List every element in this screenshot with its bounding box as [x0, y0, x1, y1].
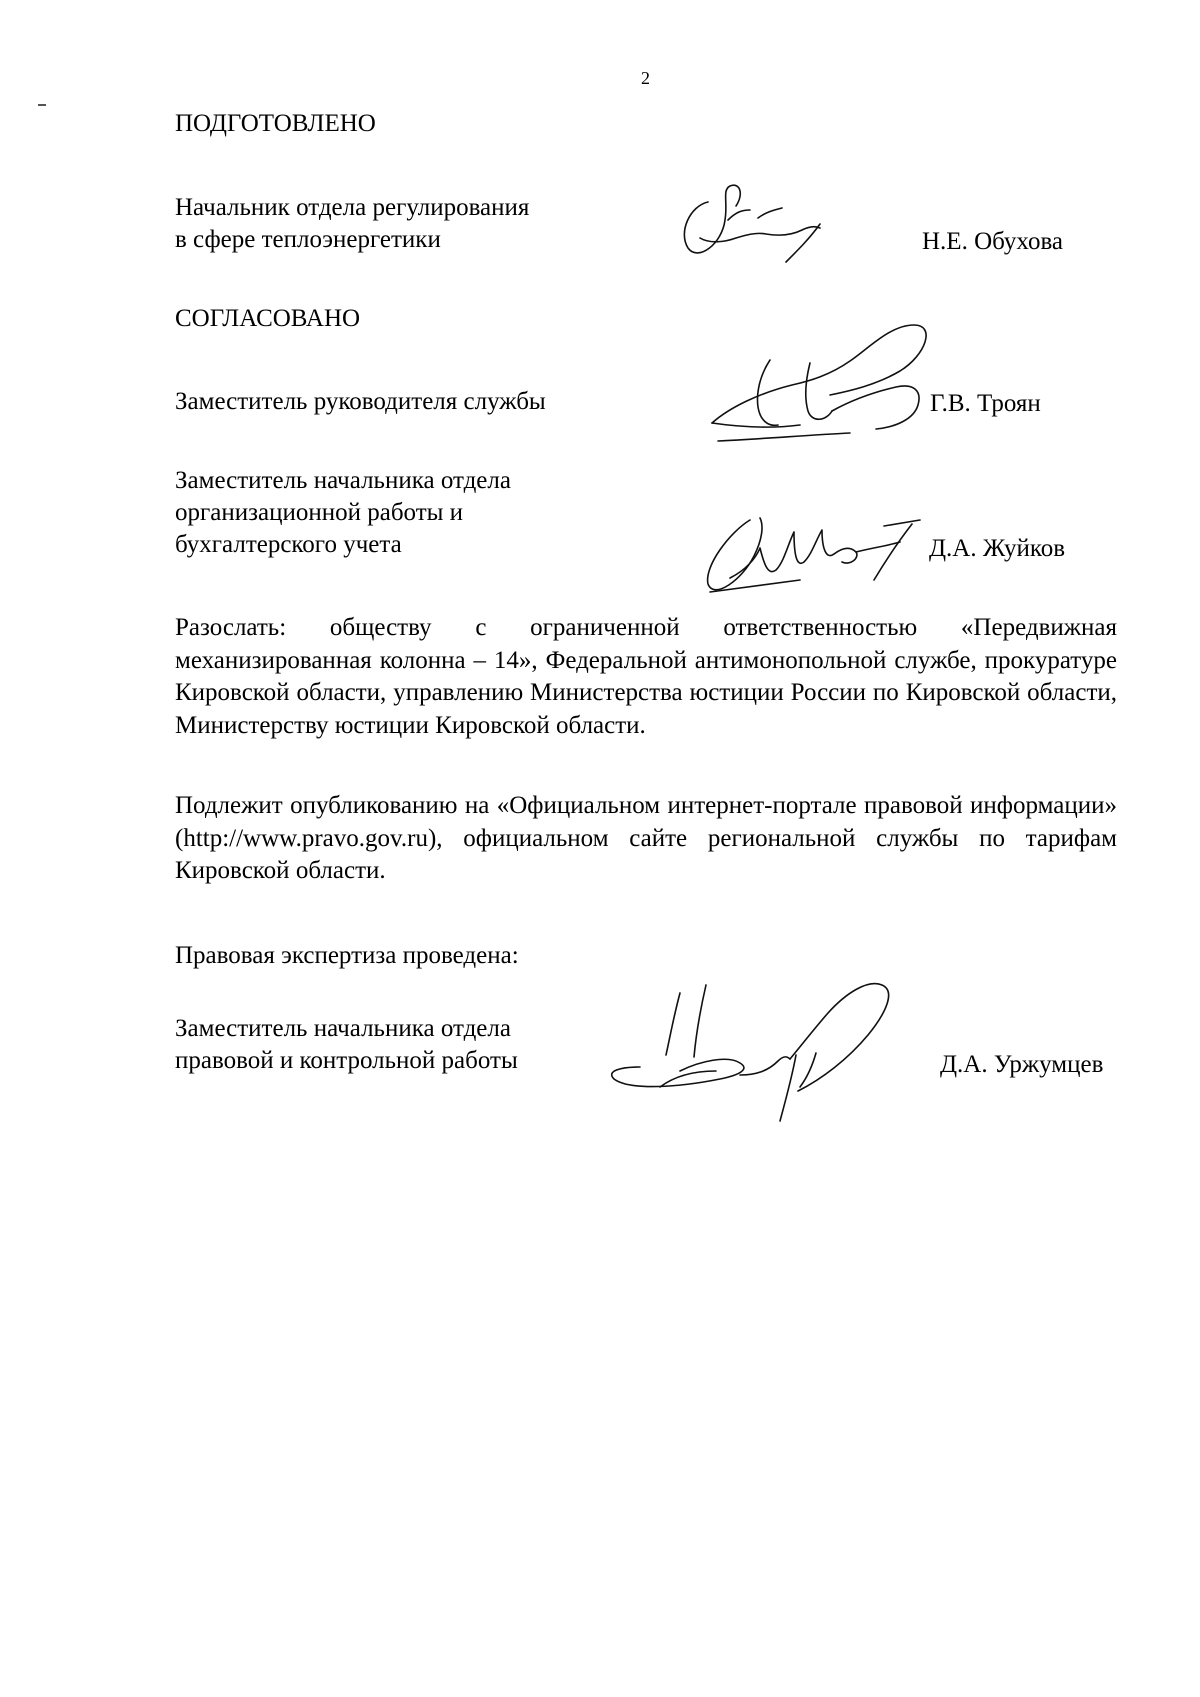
prepared-name: Н.Е. Обухова — [922, 228, 1064, 255]
signature-zhuykov — [690, 508, 930, 598]
legal-review-position-line1: Заместитель начальника отдела — [175, 1015, 511, 1042]
prepared-heading: ПОДГОТОВЛЕНО — [175, 110, 376, 137]
agreed-signer2-name: Д.А. Жуйков — [929, 535, 1066, 562]
agreed-signer1-name: Г.В. Троян — [930, 390, 1041, 417]
agreed-signer2-position-line3: бухгалтерского учета — [175, 531, 402, 558]
agreed-signer2-position-line2: организационной работы и — [175, 499, 464, 526]
legal-review-heading: Правовая экспертиза проведена: — [175, 942, 519, 969]
prepared-position-line2: в сфере теплоэнергетики — [175, 226, 441, 253]
agreed-signer2-position-line1: Заместитель начальника отдела — [175, 467, 511, 494]
signature-urzhumtsev — [600, 975, 930, 1125]
agreed-signer1-position: Заместитель руководителя службы — [175, 388, 546, 415]
legal-review-position-line2: правовой и контрольной работы — [175, 1047, 518, 1074]
prepared-position-line1: Начальник отдела регулирования — [175, 194, 530, 221]
scan-mark — [38, 104, 46, 106]
signature-obukhova — [670, 180, 870, 270]
agreed-heading: СОГЛАСОВАНО — [175, 305, 361, 332]
signature-troyan — [700, 315, 940, 475]
distribution-paragraph: Разослать: обществу с ограниченной ответственностью «Передвижная механизированная колонна – 14», Федеральной антимонопольной службе, прокуратуре Кировской области, управлению Министерства юстиции России по Кировской области, Министерству юстиции Кировской области. — [175, 614, 1117, 739]
legal-review-name: Д.А. Уржумцев — [940, 1051, 1104, 1078]
publication-paragraph: Подлежит опубликованию на «Официальном интернет-портале правовой информации» (http://www.pravo.gov.ru), официальном сайте региональной службы по тарифам Кировской области. — [175, 792, 1117, 884]
page-number: 2 — [641, 68, 650, 88]
